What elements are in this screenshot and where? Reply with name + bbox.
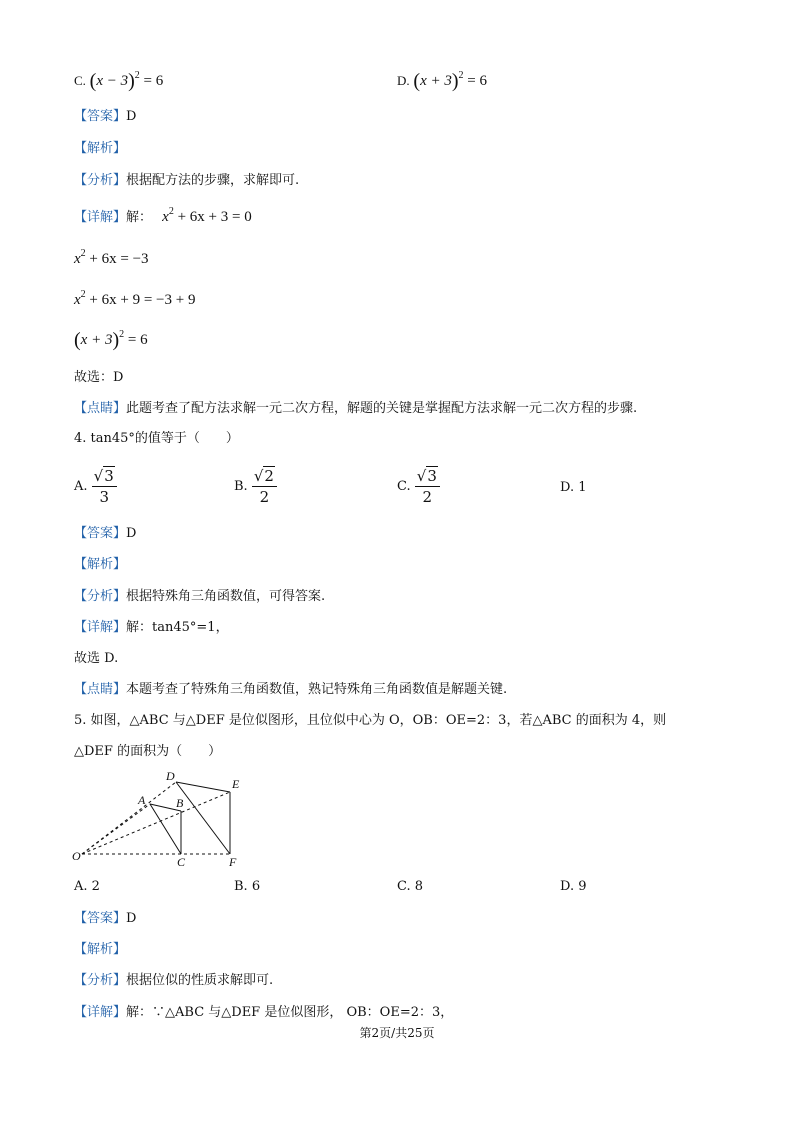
q5-option-b: B. 6 xyxy=(234,879,261,894)
q5-question-line2: △DEF 的面积为（ ） xyxy=(74,744,222,759)
q4-dianjing: 【点睛】本题考查了特殊角三角函数值，熟记特殊角三角函数值是解题关键. xyxy=(74,682,508,697)
q4-option-c-fraction: $\frac{√3}{2}$ xyxy=(415,466,440,507)
q4-option-a-fraction: $\frac{√3}{3}$ xyxy=(92,466,117,507)
label-f: F xyxy=(229,855,237,868)
q3-conclusion: 故选：D xyxy=(74,370,124,385)
q5-question-line1: 5. 如图，△ABC 与△DEF 是位似图形，且位似中心为 O，OB：OE=2：3，若△ABC 的面积为 4，则 xyxy=(74,713,667,728)
q4-option-d: D. 1 xyxy=(560,480,587,495)
label-d: D xyxy=(166,769,175,783)
q3-step4: $(x + 3)^2 = 6$ xyxy=(74,329,148,351)
q3-option-c: C. $(x - 3)^2 = 6$ xyxy=(74,70,164,92)
q3-answer: 【答案】D xyxy=(74,109,137,124)
homothety-figure xyxy=(66,768,266,868)
q4-option-b-fraction: $\frac{√2}{2}$ xyxy=(252,466,277,507)
q4-fenxi: 【分析】根据特殊角三角函数值，可得答案. xyxy=(74,589,326,604)
q4-question: 4. tan45°的值等于（ ） xyxy=(74,431,239,446)
q5-fenxi: 【分析】根据位似的性质求解即可. xyxy=(74,973,274,988)
label-a: A xyxy=(138,793,146,807)
q5-option-c: C. 8 xyxy=(397,879,424,894)
q3-fenxi: 【分析】根据配方法的步骤，求解即可. xyxy=(74,173,300,188)
q5-option-d: D. 9 xyxy=(560,879,587,894)
q4-xiangjie: 【详解】解：tan45°=1， xyxy=(74,620,229,635)
q3-step2: $x^2 + 6x = -3$ xyxy=(74,248,149,267)
page-footer: 第2页/共25页 xyxy=(359,1026,435,1040)
q4-option-a: A. $\frac{√3}{3}$ xyxy=(74,466,117,507)
label-b: B xyxy=(176,796,184,810)
q3-xiangjie: 【详解】解： $x^2 + 6x + 3 = 0$ xyxy=(74,206,252,225)
q4-option-b: B. $\frac{√2}{2}$ xyxy=(234,466,277,507)
q3-option-d: D. $(x + 3)^2 = 6$ xyxy=(397,70,487,92)
q4-option-c: C. $\frac{√3}{2}$ xyxy=(397,466,440,507)
label-e: E xyxy=(232,777,240,791)
q5-option-a: A. 2 xyxy=(74,879,100,894)
q5-analysis-heading: 【解析】 xyxy=(74,942,127,957)
q3-step3: $x^2 + 6x + 9 = -3 + 9$ xyxy=(74,289,196,308)
q5-answer: 【答案】D xyxy=(74,911,137,926)
label-o: O xyxy=(72,849,81,863)
q4-analysis-heading: 【解析】 xyxy=(74,557,127,572)
q4-conclusion: 故选 D. xyxy=(74,651,119,666)
label-c: C xyxy=(177,855,186,868)
q3-analysis-heading: 【解析】 xyxy=(74,141,127,156)
q5-xiangjie: 【详解】解：∵△ABC 与△DEF 是位似图形， OB：OE=2：3， xyxy=(74,1005,454,1020)
q4-answer: 【答案】D xyxy=(74,526,137,541)
q3-dianjing: 【点睛】此题考查了配方法求解一元二次方程，解题的关键是掌握配方法求解一元二次方程的步骤. xyxy=(74,401,638,416)
